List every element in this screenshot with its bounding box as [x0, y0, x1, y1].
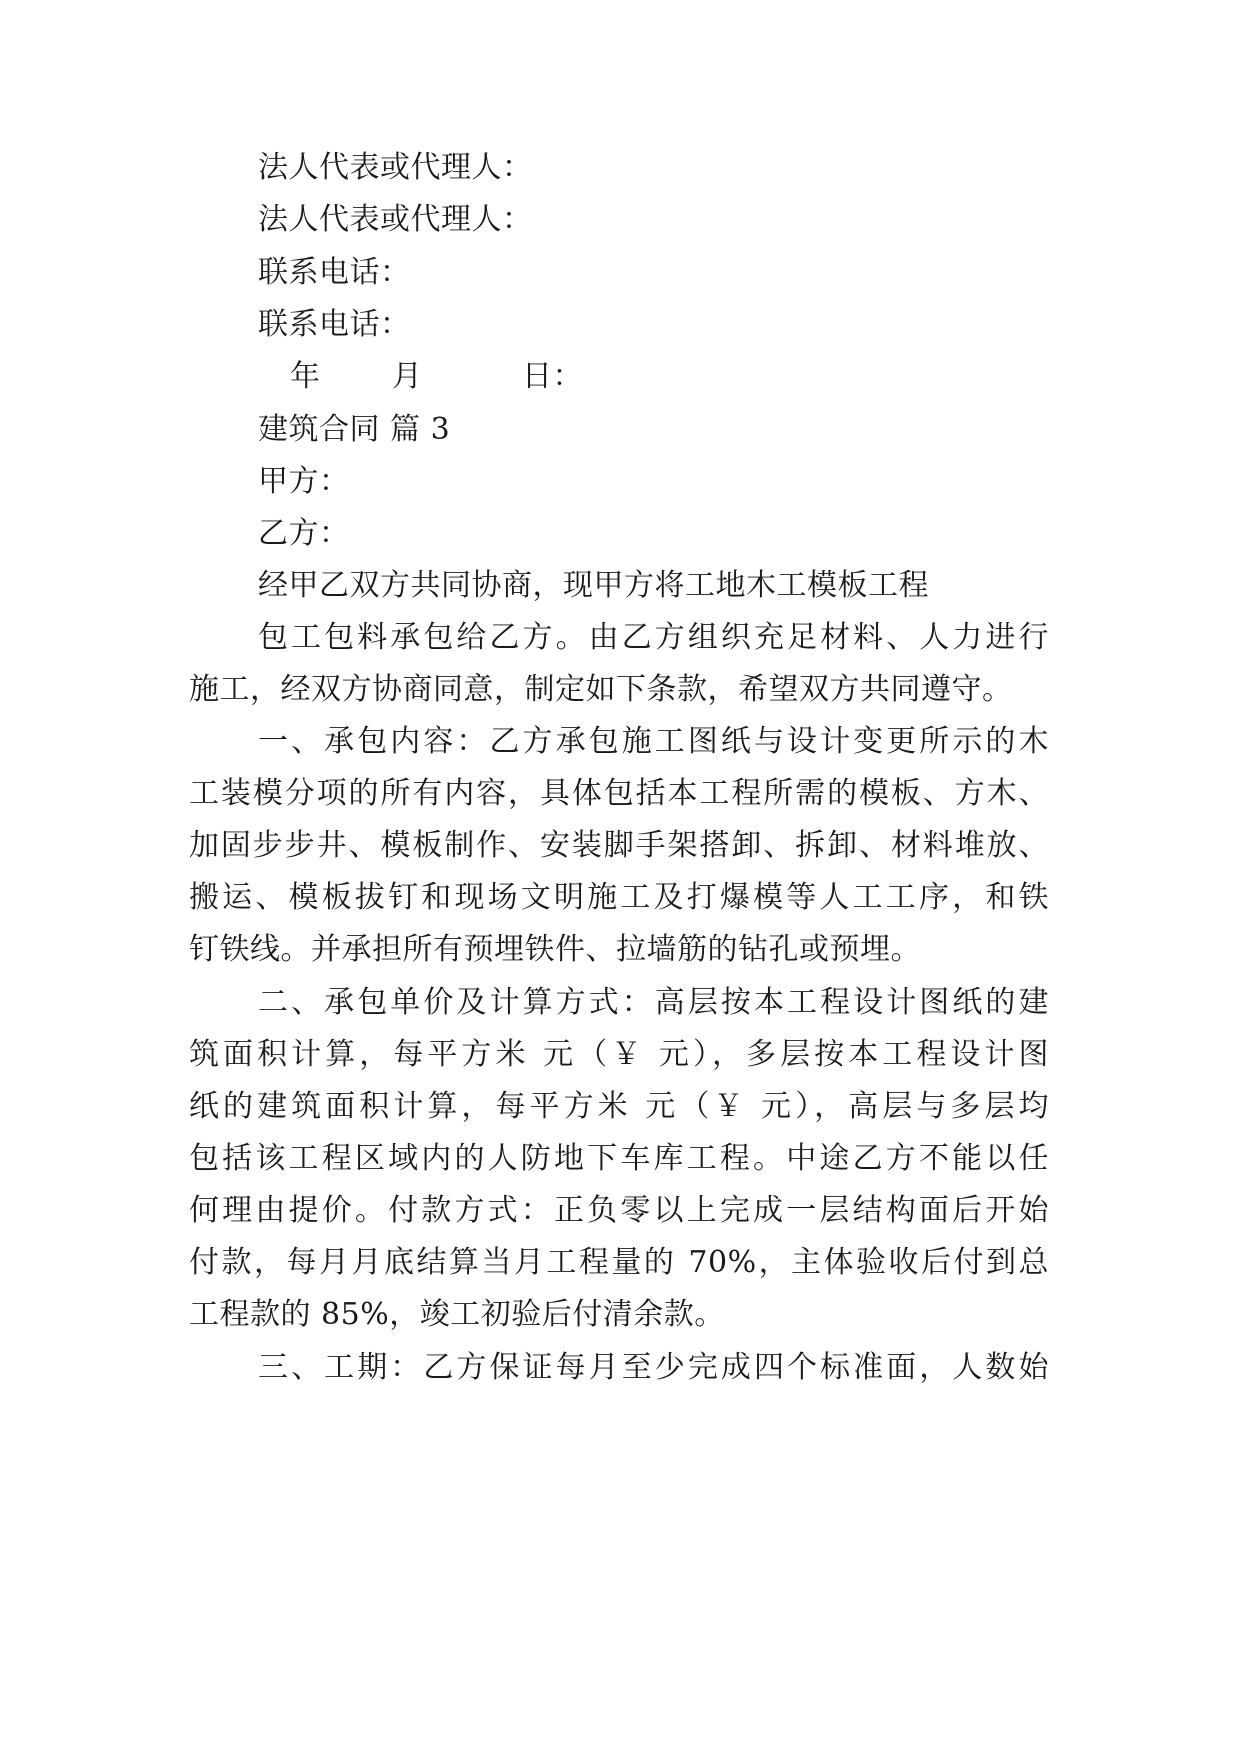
paragraph-line: 筑面积计算，每平方米 元（￥ 元），多层按本工程设计图: [189, 1037, 1049, 1072]
paragraph-line: 钉铁线。并承担所有预埋铁件、拉墙筋的钻孔或预埋。: [189, 932, 921, 967]
paragraph-line: 工程款的 85%，竣工初验后付清余款。: [189, 1297, 725, 1332]
date-month-label: 月: [392, 359, 423, 394]
paragraph-line: 二、承包单价及计算方式：高层按本工程设计图纸的建: [258, 985, 1049, 1020]
paragraph-line: 何理由提价。付款方式：正负零以上完成一层结构面后开始: [189, 1193, 1049, 1228]
date-year-label: 年: [290, 359, 321, 394]
paragraph-line: 包工包料承包给乙方。由乙方组织充足材料、人力进行: [258, 620, 1049, 655]
party-b-label: 乙方：: [258, 516, 350, 551]
signature-line-phone-1: 联系电话：: [258, 255, 411, 290]
paragraph-line: 加固步步井、模板制作、安装脚手架搭卸、拆卸、材料堆放、: [189, 828, 1049, 863]
signature-line-phone-2: 联系电话：: [258, 307, 411, 342]
section-title: 建筑合同 篇 3: [258, 412, 451, 447]
paragraph-line: 包括该工程区域内的人防地下车库工程。中途乙方不能以任: [189, 1141, 1049, 1176]
paragraph-line: 搬运、模板拔钉和现场文明施工及打爆模等人工工序，和铁: [189, 880, 1049, 915]
date-day-label: 日：: [522, 359, 583, 394]
paragraph-line: 付款，每月月底结算当月工程量的 70%，主体验收后付到总: [189, 1245, 1049, 1280]
party-a-label: 甲方：: [258, 464, 350, 499]
paragraph-line: 三、工期：乙方保证每月至少完成四个标准面，人数始: [258, 1350, 1049, 1385]
signature-line-legal-rep-2: 法人代表或代理人：: [258, 202, 533, 237]
paragraph-line: 经甲乙双方共同协商，现甲方将工地木工模板工程: [258, 568, 929, 603]
paragraph-line: 施工，经双方协商同意，制定如下条款，希望双方共同遵守。: [189, 672, 1013, 707]
paragraph-line: 工装模分项的所有内容，具体包括本工程所需的模板、方木、: [189, 776, 1049, 811]
paragraph-line: 一、承包内容：乙方承包施工图纸与设计变更所示的木: [258, 724, 1049, 759]
paragraph-line: 纸的建筑面积计算，每平方米 元（￥ 元），高层与多层均: [189, 1089, 1049, 1124]
signature-line-legal-rep-1: 法人代表或代理人：: [258, 150, 533, 185]
date-row: [0, 357, 1241, 397]
